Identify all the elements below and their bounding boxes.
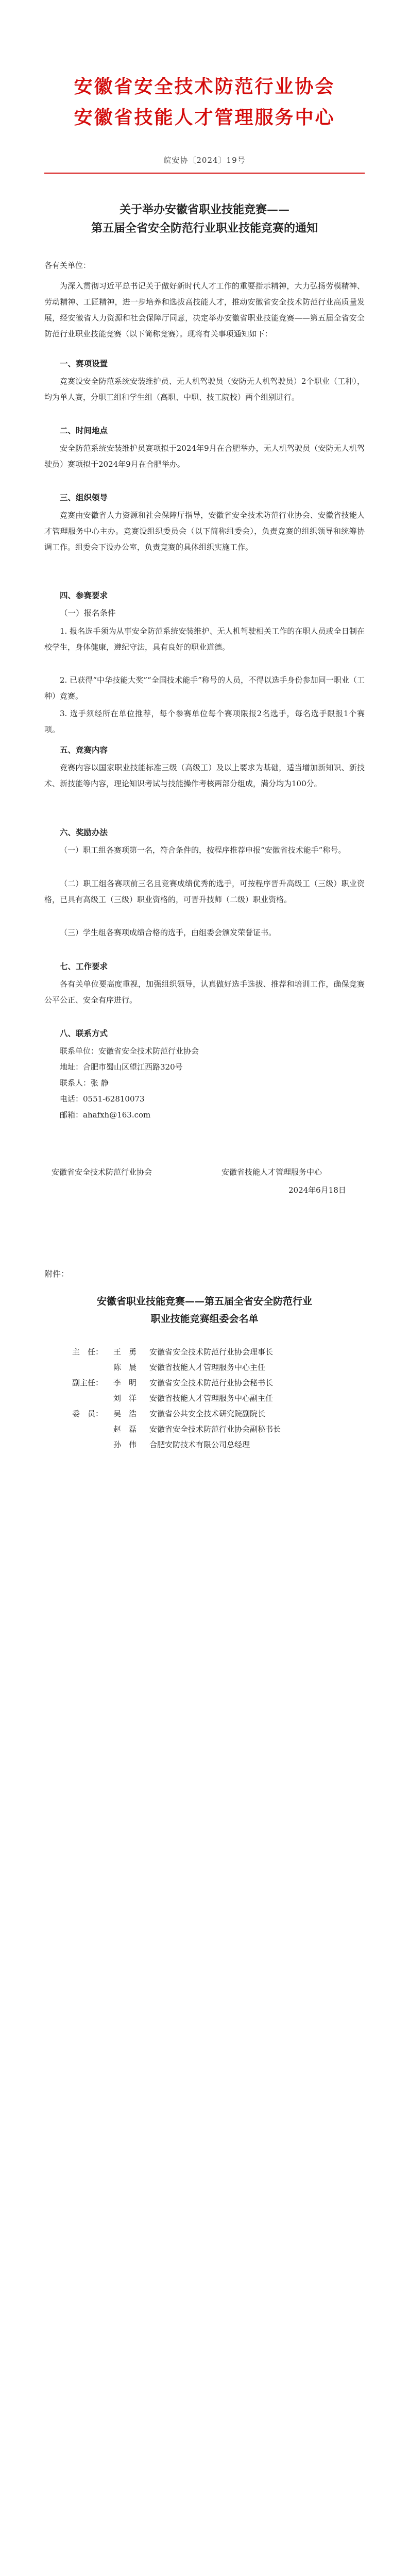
signature-org-left: 安徽省安全技术防范行业协会 [52, 1167, 152, 1177]
committee-role [72, 1391, 113, 1405]
addressee: 各有关单位： [44, 261, 91, 270]
committee-name: 吴 浩 [113, 1409, 137, 1418]
committee-role [72, 1360, 113, 1375]
committee-row [72, 1391, 361, 1405]
section-heading: 一、赛项设置 [60, 359, 108, 368]
committee-row [72, 1406, 361, 1421]
notice-title-line2: 第五届全省安全防范行业职业技能竞赛的通知 [91, 222, 318, 235]
document-number: 皖安协〔2024〕19号 [163, 156, 246, 165]
committee-org: 安徽省技能人才管理服务中心主任 [149, 1363, 266, 1372]
attachment-title-line1: 安徽省职业技能竞赛——第五届全省安全防范行业 [96, 1296, 312, 1307]
committee-role [72, 1437, 113, 1452]
notice-title-line1: 关于举办安徽省职业技能竞赛—— [119, 203, 289, 216]
contact-line: 邮箱：ahafxh@163.com [60, 1110, 151, 1120]
section-heading: 六、奖励办法 [60, 827, 108, 837]
committee-name: 王 勇 [113, 1347, 137, 1357]
paragraph: 3. 选手须经所在单位推荐，每个参赛单位每个赛项限报2名选手，每名选手限报1个赛项。 [44, 709, 365, 734]
committee-org: 安徽省公共安全技术研究院副院长 [149, 1409, 266, 1418]
sub-heading: （一）报名条件 [60, 608, 116, 618]
committee-row [72, 1437, 361, 1452]
committee-org: 安徽省安全技术防范行业协会秘书长 [149, 1378, 274, 1387]
paragraph: （一）职工组各赛项第一名，符合条件的，按程序推荐申报“安徽省技术能手”称号。 [60, 845, 346, 855]
committee-row [72, 1345, 361, 1359]
committee-role: 委 员： [72, 1409, 104, 1418]
section-heading: 二、时间地点 [60, 426, 108, 435]
paragraph: （三）学生组各赛项成绩合格的选手，由组委会颁发荣誉证书。 [60, 928, 277, 937]
committee-role [72, 1422, 113, 1436]
org-header-2: 安徽省技能人才管理服务中心 [74, 107, 335, 128]
committee-name: 孙 伟 [113, 1440, 137, 1449]
contact-line: 电话：0551-62810073 [60, 1094, 145, 1104]
committee-org: 安徽省技能人才管理服务中心副主任 [149, 1394, 274, 1403]
section-heading: 八、联系方式 [60, 1028, 108, 1038]
red-divider [44, 173, 365, 174]
section-heading: 四、参赛要求 [60, 590, 108, 600]
contact-line: 地址：合肥市蜀山区望江西路320号 [60, 1062, 183, 1072]
org-header-1: 安徽省安全技术防范行业协会 [74, 76, 335, 97]
paragraph: 竞赛由安徽省人力资源和社会保障厅指导，安徽省安全技术防范行业协会、安徽省技能人才管理服务中心主办。竞赛设组织委员会（以下简称组委会），负责竞赛的组织领导和统筹协调工作。组委会下设办公室，负责竞赛的具体组织实施工作。 [44, 511, 365, 552]
committee-row [72, 1360, 361, 1375]
committee-role: 主 任： [72, 1347, 104, 1357]
committee-org: 安徽省安全技术防范行业协会理事长 [149, 1347, 274, 1357]
committee-row [72, 1422, 361, 1436]
paragraph: 各有关单位要高度重视，加强组织领导，认真做好选手选拔、推荐和培训工作，确保竞赛公平公正、安全有序进行。 [44, 979, 365, 1005]
paragraph: 2. 已获得“中华技能大奖”“全国技术能手”称号的人员，不得以选手身份参加同一职业（工种）竞赛。 [44, 675, 365, 701]
committee-name: 李 明 [113, 1378, 137, 1387]
signature-date: 2024年6月18日 [288, 1185, 346, 1195]
committee-name: 赵 磊 [113, 1425, 137, 1434]
section-heading: 三、组织领导 [60, 493, 108, 502]
attachment-label: 附件： [44, 1269, 70, 1279]
paragraph: 竞赛内容以国家职业技能标准三级（高级工）及以上要求为基础，适当增加新知识、新技术、新技能等内容，理论知识考试与技能操作考核两部分组成，满分均为100分。 [44, 763, 365, 788]
committee-name: 陈 晨 [113, 1363, 137, 1372]
signature-org-right: 安徽省技能人才管理服务中心 [221, 1167, 322, 1177]
contact-line: 联系人：张 静 [60, 1078, 109, 1088]
paragraph: 竞赛设安全防范系统安装维护员、无人机驾驶员（安防无人机驾驶员）2个职业（工种），均为单人赛，分职工组和学生组（高职、中职、技工院校）两个组别进行。 [44, 377, 365, 402]
committee-role: 副主任： [72, 1378, 104, 1387]
paragraph: 为深入贯彻习近平总书记关于做好新时代人才工作的重要指示精神，大力弘扬劳模精神、劳动精神、工匠精神，进一步培养和选拔高技能人才，推动安徽省安全技术防范行业高质量发展，经安徽省人力资源和社会保障厅同意，决定举办安徽省职业技能竞赛——第五届全省安全防范行业职业技能竞赛（以下简称竞赛）。现将有关事项通知如下： [44, 281, 365, 338]
committee-row [72, 1376, 361, 1390]
section-heading: 五、竞赛内容 [60, 745, 108, 755]
committee-org: 安徽省安全技术防范行业协会副秘书长 [149, 1425, 281, 1434]
committee-org: 合肥安防技术有限公司总经理 [149, 1440, 250, 1449]
paragraph: 安全防范系统安装维护员赛项拟于2024年9月在合肥举办，无人机驾驶员（安防无人机驾驶员）赛项拟于2024年9月在合肥举办。 [44, 444, 365, 469]
committee-name: 刘 洋 [113, 1394, 137, 1403]
attachment-title-line2: 职业技能竞赛组委会名单 [150, 1313, 259, 1325]
section-heading: 七、工作要求 [60, 961, 108, 971]
paragraph: 1. 报名选手须为从事安全防范系统安装维护、无人机驾驶相关工作的在职人员或全日制在校学生，身体健康，遵纪守法，具有良好的职业道德。 [44, 626, 365, 652]
contact-line: 联系单位：安徽省安全技术防范行业协会 [60, 1046, 199, 1056]
paragraph: （二）职工组各赛项前三名且竞赛成绩优秀的选手，可按程序晋升高级工（三级）职业资格，已具有高级工（三级）职业资格的，可晋升技师（二级）职业资格。 [44, 879, 365, 904]
